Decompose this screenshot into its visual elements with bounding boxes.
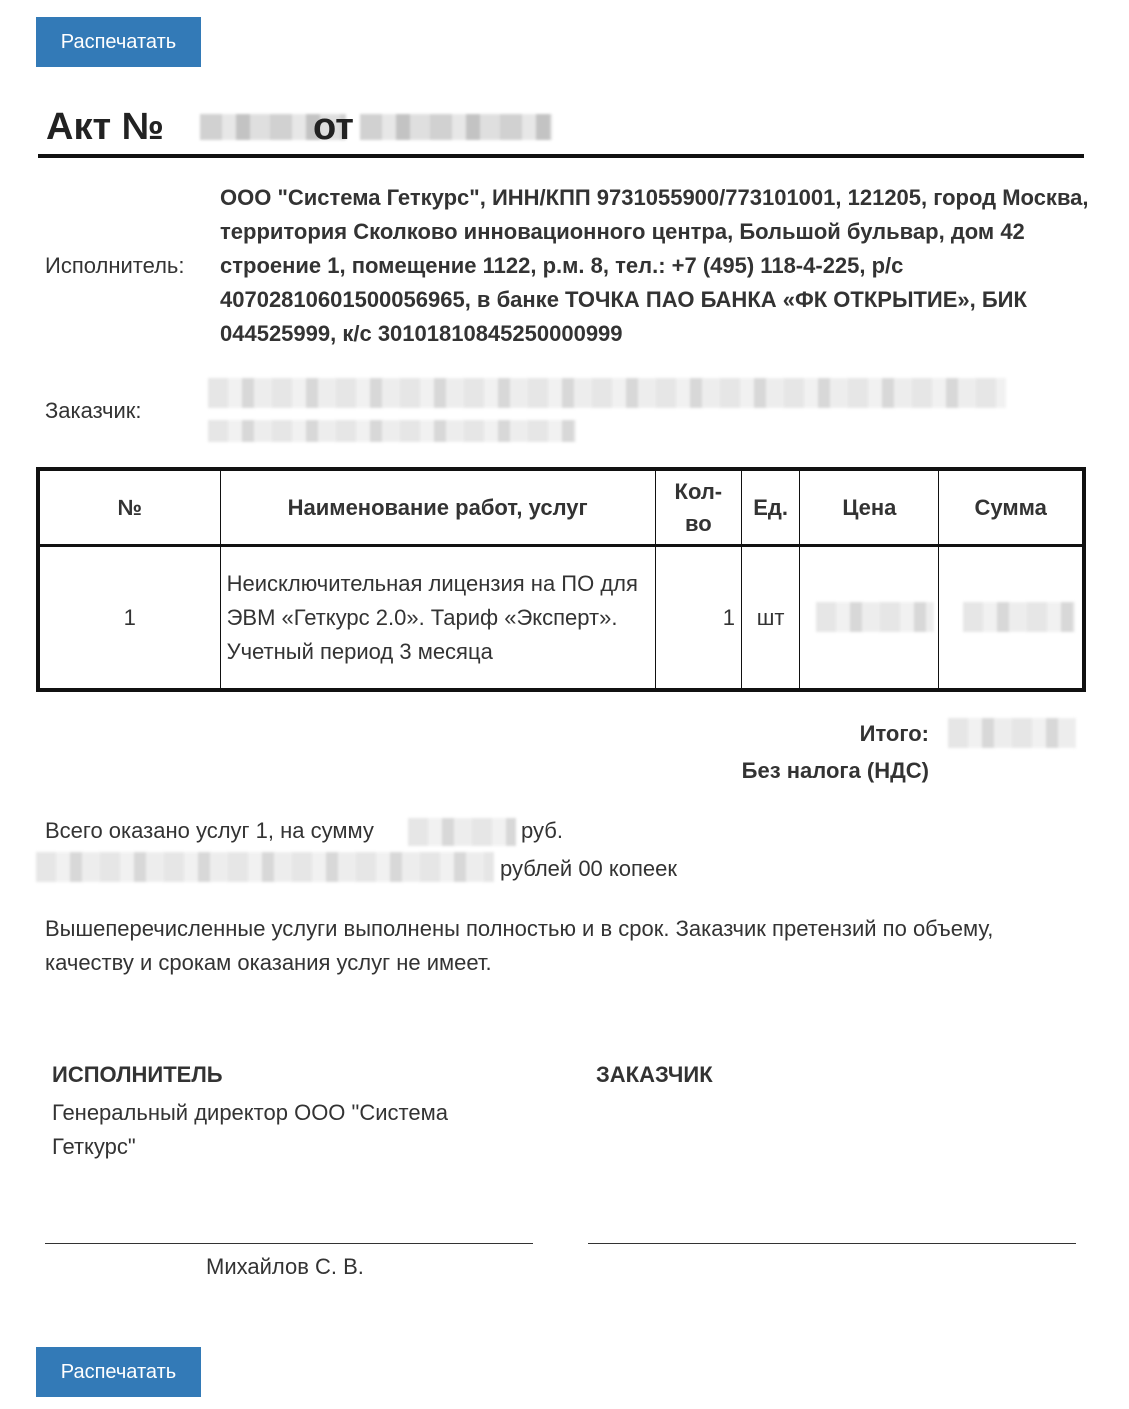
row-name: Неисключительная лицензия на ПО для ЭВМ «Геткурс 2.0». Тариф «Эксперт». Учетный период 3 месяца <box>220 546 655 691</box>
services-table <box>36 467 1086 692</box>
customer-signature-heading: ЗАКАЗЧИК <box>596 1062 713 1087</box>
header-unit: Ед. <box>741 469 799 546</box>
redacted-total <box>948 718 1076 748</box>
redacted-customer-details-2 <box>208 420 576 442</box>
header-price: Цена <box>800 469 939 546</box>
header-name: Наименование работ, услуг <box>220 469 655 546</box>
redacted-customer-details <box>208 378 1006 408</box>
services-summary-prefix: Всего оказано услуг 1, на сумму <box>45 818 374 843</box>
redacted-amount-words <box>36 852 494 882</box>
title-from: от <box>313 106 354 148</box>
currency-suffix: руб. <box>521 818 563 843</box>
executor-name: Михайлов С. В. <box>206 1254 364 1279</box>
amount-words-suffix: рублей 00 копеек <box>500 856 678 881</box>
title-prefix: Акт № <box>46 106 164 148</box>
customer-signature-line <box>588 1243 1076 1244</box>
table-header-row <box>38 469 1084 546</box>
services-summary <box>45 814 374 848</box>
tax-label: Без налога (НДС) <box>741 758 929 783</box>
executor-label: Исполнитель: <box>45 253 185 278</box>
total-label: Итого: <box>859 721 929 746</box>
row-qty: 1 <box>655 546 741 691</box>
header-qty: Кол-во <box>655 469 741 546</box>
table-row <box>38 546 1084 691</box>
header-sum: Сумма <box>939 469 1084 546</box>
row-unit: шт <box>741 546 799 691</box>
executor-signature-heading: ИСПОЛНИТЕЛЬ <box>52 1062 223 1087</box>
row-num: 1 <box>38 546 220 691</box>
row-price <box>800 546 939 691</box>
statement-text: Вышеперечисленные услуги выполнены полностью и в срок. Заказчик претензий по объему, качеству и срокам оказания услуг не имеет. <box>45 916 994 975</box>
print-button-top[interactable]: Распечатать <box>36 17 201 67</box>
redacted-act-date <box>360 114 552 140</box>
executor-signature-line <box>45 1243 533 1244</box>
redacted-price <box>816 602 934 632</box>
executor-position: Генеральный директор ООО "Система Геткурс" <box>52 1100 448 1159</box>
row-sum <box>939 546 1084 691</box>
redacted-sum <box>963 602 1075 632</box>
header-num: № <box>38 469 220 546</box>
redacted-summary-amount <box>408 818 516 846</box>
print-button-bottom[interactable]: Распечатать <box>36 1347 201 1397</box>
document-title <box>38 100 1084 158</box>
executor-details: ООО "Система Геткурс", ИНН/КПП 9731055900/773101001, 121205, город Москва, территория Сколково инновационного центра, Большой бульвар, дом 42 строение 1, помещение 1122, р.м. 8, тел.: +7 (495) 118-4-225, р/с 40702810601500056965, в банке ТОЧКА ПАО БАНКА «ФК ОТКРЫТИЕ», БИК 044525999, к/с 30101810845250000999 <box>220 185 1089 346</box>
customer-label: Заказчик: <box>45 398 142 423</box>
